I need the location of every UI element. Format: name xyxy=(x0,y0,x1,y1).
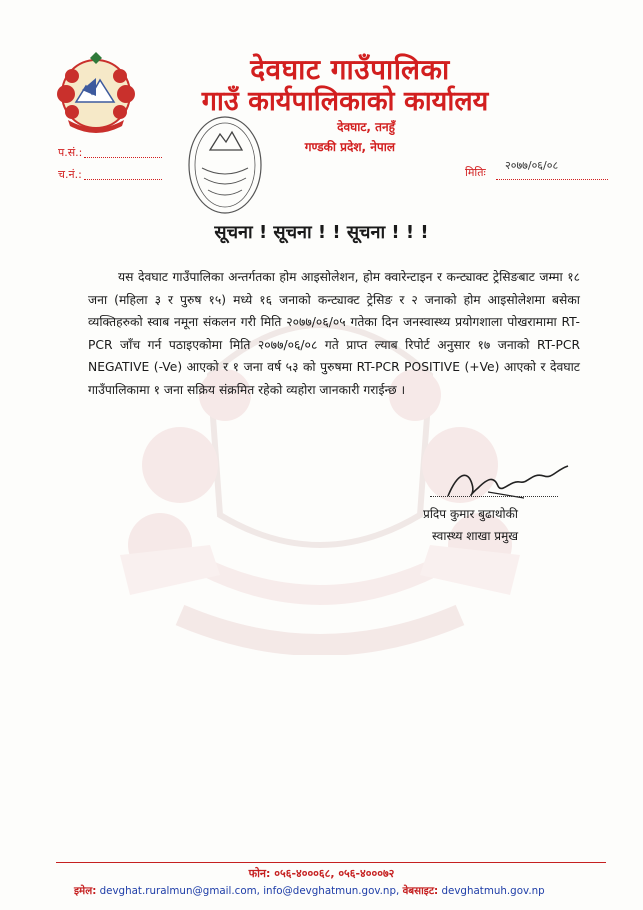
website-value[interactable]: devghatmuh.gov.np xyxy=(441,885,545,897)
footer-contacts xyxy=(74,884,545,898)
cn-label: च.नं.: xyxy=(58,168,82,181)
office-name: देवघाट गाउँपालिका xyxy=(250,53,450,86)
signatory-role: स्वास्थ्य शाखा प्रमुख xyxy=(432,529,519,543)
date-value: २०७७/०६/०८ xyxy=(505,159,559,172)
notice-title: सूचना ! सूचना ! ! सूचना ! ! ! xyxy=(214,222,429,243)
signatory-name: प्रदिप कुमार बुढाथोकी xyxy=(423,507,518,521)
signature-icon xyxy=(428,462,578,510)
date-label: मितिः xyxy=(465,166,486,179)
office-stamp-icon xyxy=(180,110,270,220)
footer-phone xyxy=(0,866,643,881)
phone-value: ०५६-४०००६८, ०५६-४०००७२ xyxy=(274,867,395,880)
ps-dotted-line xyxy=(84,157,162,158)
email-label: इमेल: xyxy=(74,885,97,897)
office-title: गाउँ कार्यपालिकाको कार्यालय xyxy=(201,86,489,117)
website-label: वेबसाइट: xyxy=(402,885,439,897)
notice-body: यस देवघाट गाउँपालिका अन्तर्गतका होम आइसोलेशन, होम क्वारेन्टाइन र कन्ट्याक्ट ट्रेसिङबाट जम्मा १८ जना (महिला ३ र पुरुष १५) मध्ये १६ जनाको कन्ट्याक्ट ट्रेसिङ र २ जनाको होम आइसोलेशमा बसेका व्यक्तिहरुको स्वाब नमूना संकलन गरी मिति २०७७/०६/०५ गतेका दिन जनस्वास्थ्य प्रयोगशाला पोखरामामा RT-PCR जाँच गर्न पठाइएकोमा मिति २०७७/०६/०८ गते प्राप्त ल्याब रिपोर्ट अनुसार १७ जनाको RT-PCR NEGATIVE (-Ve) आएको र १ जना वर्ष ५३ को पुरुषमा RT-PCR POSITIVE (+Ve) आएको र देवघाट गाउँपालिकामा १ जना सक्रिय संक्रमित रहेको व्यहोरा जानकारी गराईन्छ । xyxy=(88,270,580,397)
address-line2: गण्डकी प्रदेश, नेपाल xyxy=(304,140,395,154)
signature-dotted-line xyxy=(430,496,558,497)
ps-label: प.सं.: xyxy=(58,146,83,159)
cn-dotted-line xyxy=(84,179,162,180)
nepal-emblem-icon xyxy=(52,50,140,138)
date-dotted-line xyxy=(496,179,608,180)
email-value[interactable]: devghat.ruralmun@gmail.com, info@devghatmun.gov.np, xyxy=(99,885,400,897)
phone-label: फोन: xyxy=(248,867,271,880)
address-line1: देवघाट, तनहुँ xyxy=(337,120,395,134)
footer-divider xyxy=(56,862,606,863)
